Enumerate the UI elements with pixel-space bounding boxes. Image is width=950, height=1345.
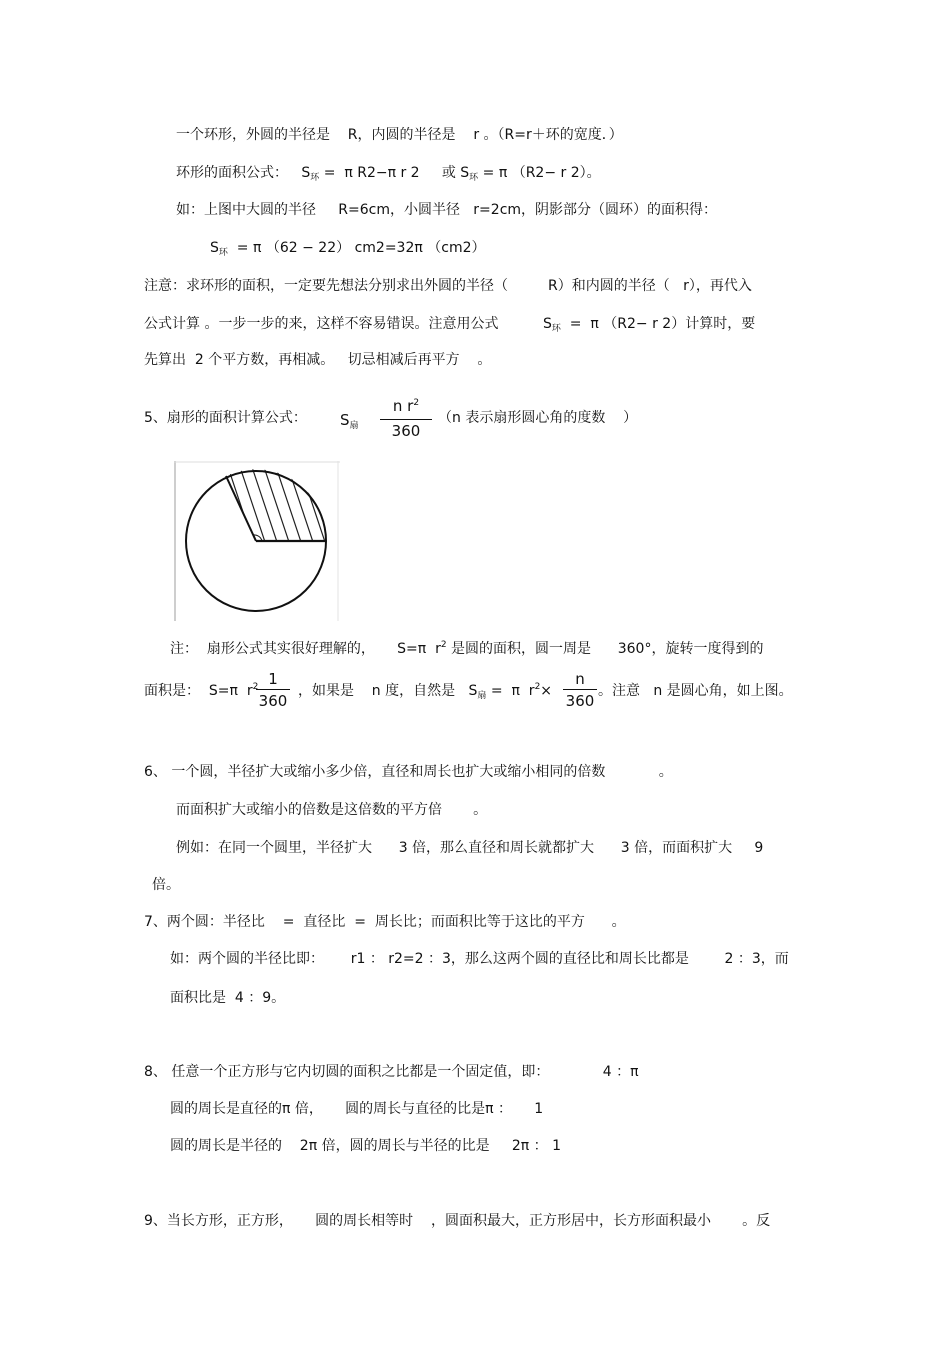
text: = π （62 − 22） cm2=32π （cm2） (227, 240, 486, 256)
sector-explanation-line1 (170, 640, 763, 660)
text: ，如果是 n 度，自然是 S (298, 683, 478, 699)
text: 公式计算 。一步一步的来，这样不容易错误。注意用公式 S (144, 316, 552, 332)
text: S (340, 411, 350, 429)
text: 是圆的面积，圆一周是 360°，旋转一度得到的 (446, 641, 764, 657)
text: S (210, 240, 219, 256)
ring-definition: 一个环形，外圆的半径是 R，内圆的半径是 r 。（R=r＋环的宽度．） (176, 127, 623, 143)
numerator: n $r^2$ (392, 397, 420, 415)
text: × (540, 683, 553, 699)
text: = π R2−π r 2 或 S (319, 165, 470, 181)
n-degree-fraction (563, 669, 597, 712)
superscript: 2 (440, 640, 447, 650)
ring-example: 如：上图中大圆的半径 R=6cm，小圆半径 r=2cm，阴影部分（圆环）的面积得： (176, 202, 718, 218)
item-6-example: 例如：在同一个圆里，半径扩大 3 倍，那么直径和周长就都扩大 3 倍，而面积扩大 9 (176, 840, 764, 856)
item-7-heading: 7、两个圆：半径比 = 直径比 = 周长比；而面积比等于这比的平方 。 (144, 914, 626, 930)
text: = π （R2− r 2）计算时，要 (560, 316, 756, 332)
numerator: 1 (268, 670, 278, 688)
sector-formula-fraction (380, 396, 432, 442)
text: 环形的面积公式： S (176, 165, 311, 181)
item-7-example: 如：两个圆的半径比即： r1 ： r2=2 ：3，那么这两个圆的直径比和周长比都是 2 ：3，而 (170, 951, 789, 967)
item-9-heading: 9、当长方形，正方形， 圆的周长相等时 ，圆面积最大，正方形居中，长方形面积最小 。反 (144, 1213, 771, 1229)
item-8-radius: 圆的周长是半径的 2π 倍，圆的周长与半径的比是 2π ： 1 (170, 1138, 561, 1154)
numerator: n (575, 670, 585, 688)
sector-formula-note: （n 表示扇形圆心角的度数 ） (438, 410, 638, 426)
superscript: 2 (252, 682, 259, 692)
item-6-area-rule: 而面积扩大或缩小的倍数是这倍数的平方倍 。 (176, 802, 488, 818)
denominator: 360 (258, 692, 288, 710)
subscript: 扇 (349, 421, 359, 431)
superscript: 2 (534, 682, 541, 692)
ring-note-line2 (144, 315, 755, 335)
ring-area-formula (176, 164, 601, 184)
denominator: 360 (565, 692, 595, 710)
sector-explanation-line2a (144, 682, 258, 702)
ring-example-calc (210, 239, 485, 259)
sector-diagram (174, 461, 340, 621)
sector-formula-symbol (340, 411, 359, 432)
ring-note-line3: 先算出 2 个平方数，再相减。 切忌相减后再平方 。 (144, 352, 492, 368)
text: 注： 扇形公式其实很好理解的， S=π r (170, 641, 441, 657)
item-8-diameter: 圆的周长是直径的π 倍， 圆的周长与直径的比是π ： 1 (170, 1101, 544, 1117)
denominator: 360 (391, 422, 421, 440)
subscript: 扇 (477, 691, 487, 701)
sector-explanation-line2b (298, 682, 552, 702)
item-8-heading: 8、 任意一个正方形与它内切圆的面积之比都是一个固定值，即： 4 ：π (144, 1064, 639, 1080)
one-degree-fraction (256, 669, 290, 712)
subscript: 环 (218, 248, 228, 258)
subscript: 环 (551, 324, 561, 334)
subscript: 环 (310, 173, 320, 183)
text: = π （R2− r 2）。 (478, 165, 601, 181)
item-7-example-end: 面积比是 4 ：9。 (170, 990, 286, 1006)
ring-note-line1: 注意：求环形的面积，一定要先想法分别求出外圆的半径（ R）和内圆的半径（ r），再代入 (144, 278, 752, 294)
text: 面积是： S=π r (144, 683, 253, 699)
sector-formula-heading: 5、扇形的面积计算公式： (144, 410, 307, 426)
subscript: 环 (469, 173, 479, 183)
item-6-heading: 6、 一个圆，半径扩大或缩小多少倍，直径和周长也扩大或缩小相同的倍数 。 (144, 764, 673, 780)
sector-explanation-line2c: 。注意 n 是圆心角，如上图。 (598, 683, 793, 699)
text: = π r (486, 683, 535, 699)
item-6-example-end: 倍。 (152, 877, 180, 893)
